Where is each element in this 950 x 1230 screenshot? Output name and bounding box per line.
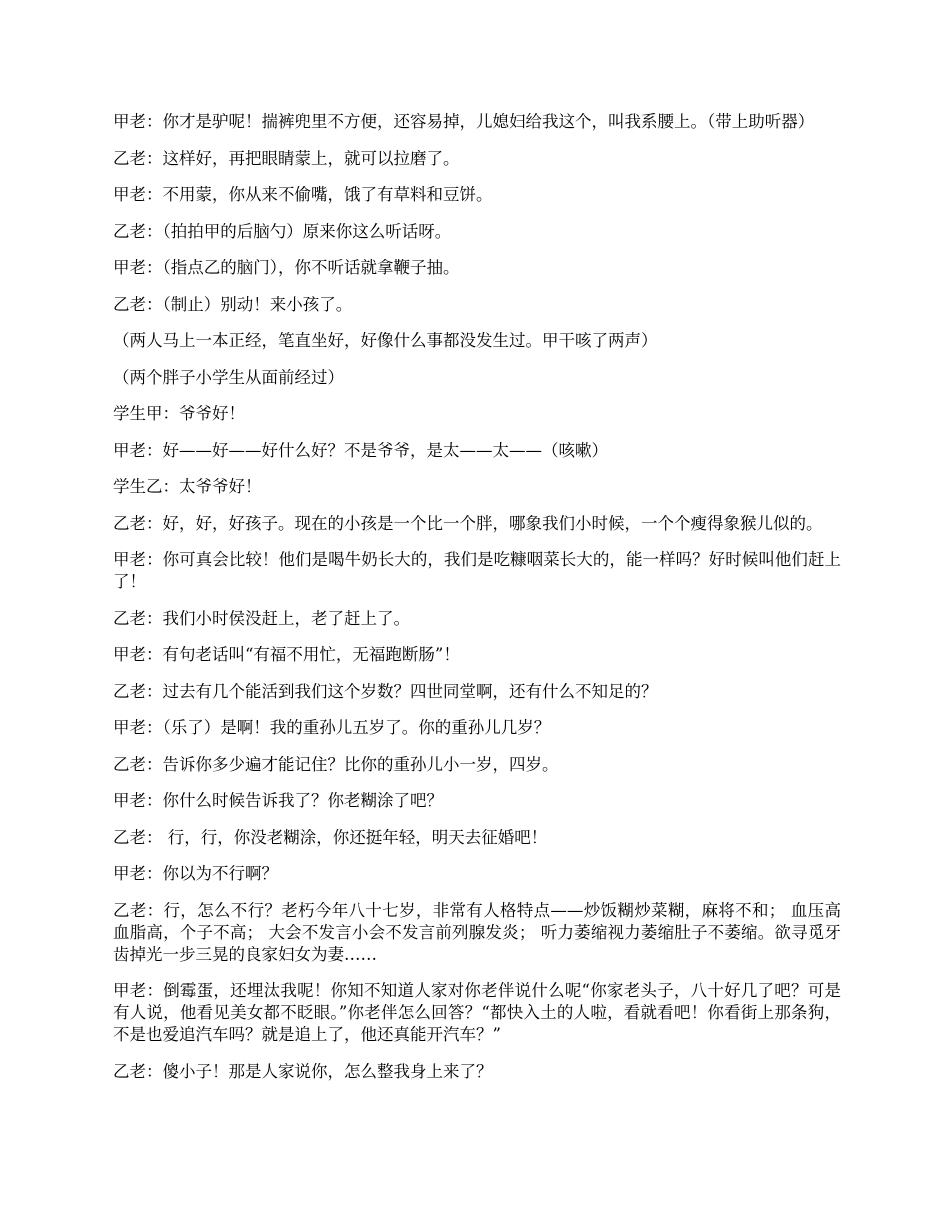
dialogue-line: 乙老：行，怎么不行？老朽今年八十七岁，非常有人格特点——炒饭糊炒菜糊，麻将不和； 血压高血脂高，个子不高； 大会不发言小会不发言前列腺发炎； 听力萎缩视力萎缩肚子不萎缩。欲寻觅牙齿掉光一步三晃的良家妇女为妻……	[113, 900, 841, 964]
dialogue-line: 乙老：这样好，再把眼睛蒙上，就可以拉磨了。	[113, 148, 460, 168]
stage-direction: （两个胖子小学生从面前经过）	[113, 367, 344, 387]
dialogue-line: 甲老：好——好——好什么好？不是爷爷，是太——太——（咳嗽）	[113, 440, 608, 460]
dialogue-line: 甲老：倒霉蛋，还埋汰我呢！你知不知道人家对你老伴说什么呢“你家老头子，八十好几了吧？可是有人说，他看见美女都不眨眼。”你老伴怎么回答？“都快入土的人啦，看就看吧！你看街上那条狗，不是也爱追汽车吗？就是追上了，他还真能开汽车？”	[113, 981, 841, 1044]
dialogue-line: 乙老：傻小子！那是人家说你，怎么整我身上来了？	[113, 1061, 493, 1081]
document-body	[113, 111, 841, 1097]
dialogue-line: 学生乙：太爷爷好！	[113, 477, 262, 496]
dialogue-line: 乙老：过去有几个能活到我们这个岁数？四世同堂啊，还有什么不知足的？	[113, 681, 658, 701]
dialogue-line: 乙老：我们小时侯没赶上，老了赶上了。	[113, 608, 410, 628]
dialogue-line: 乙老： 行，行，你没老糊涂，你还挺年轻，明天去征婚吧！	[113, 827, 548, 847]
dialogue-line: 学生甲：爷爷好！	[113, 404, 245, 423]
dialogue-line: 甲老：不用蒙，你从来不偷嘴，饿了有草料和豆饼。	[113, 185, 493, 204]
dialogue-line: 乙老：（制止）别动！来小孩了。	[113, 294, 353, 314]
dialogue-line: 甲老：（指点乙的脑门），你不听话就拿鞭子抽。	[113, 258, 460, 277]
dialogue-line: 乙老：好，好，好孩子。现在的小孩是一个比一个胖，哪象我们小时候，一个个瘦得象猴儿似的。	[113, 513, 823, 533]
dialogue-line: 甲老：有句老话叫“有福不用忙，无福跑断肠”！	[113, 645, 460, 664]
dialogue-line: 乙老：（拍拍甲的后脑勺）原来你这么听话呀。	[113, 221, 452, 241]
dialogue-line: 甲老：你什么时候告诉我了？你老糊涂了吧？	[113, 791, 443, 810]
dialogue-line: 甲老：（乐了）是啊！我的重孙儿五岁了。你的重孙儿几岁？	[113, 718, 551, 737]
stage-direction: （两人马上一本正经，笔直坐好，好像什么事都没发生过。甲干咳了两声）	[113, 331, 658, 350]
dialogue-line: 甲老：你以为不行啊？	[113, 864, 278, 883]
dialogue-line: 甲老：你可真会比较！他们是喝牛奶长大的，我们是吃糠咽菜长大的，能一样吗？好时候叫他们赶上了！	[113, 550, 841, 591]
dialogue-line: 乙老：告诉你多少遍才能记住？比你的重孙儿小一岁，四岁。	[113, 754, 559, 774]
dialogue-line: 甲老：你才是驴呢！揣裤兜里不方便，还容易掉，儿媳妇给我这个，叫我系腰上。（带上助听器）	[113, 112, 815, 131]
